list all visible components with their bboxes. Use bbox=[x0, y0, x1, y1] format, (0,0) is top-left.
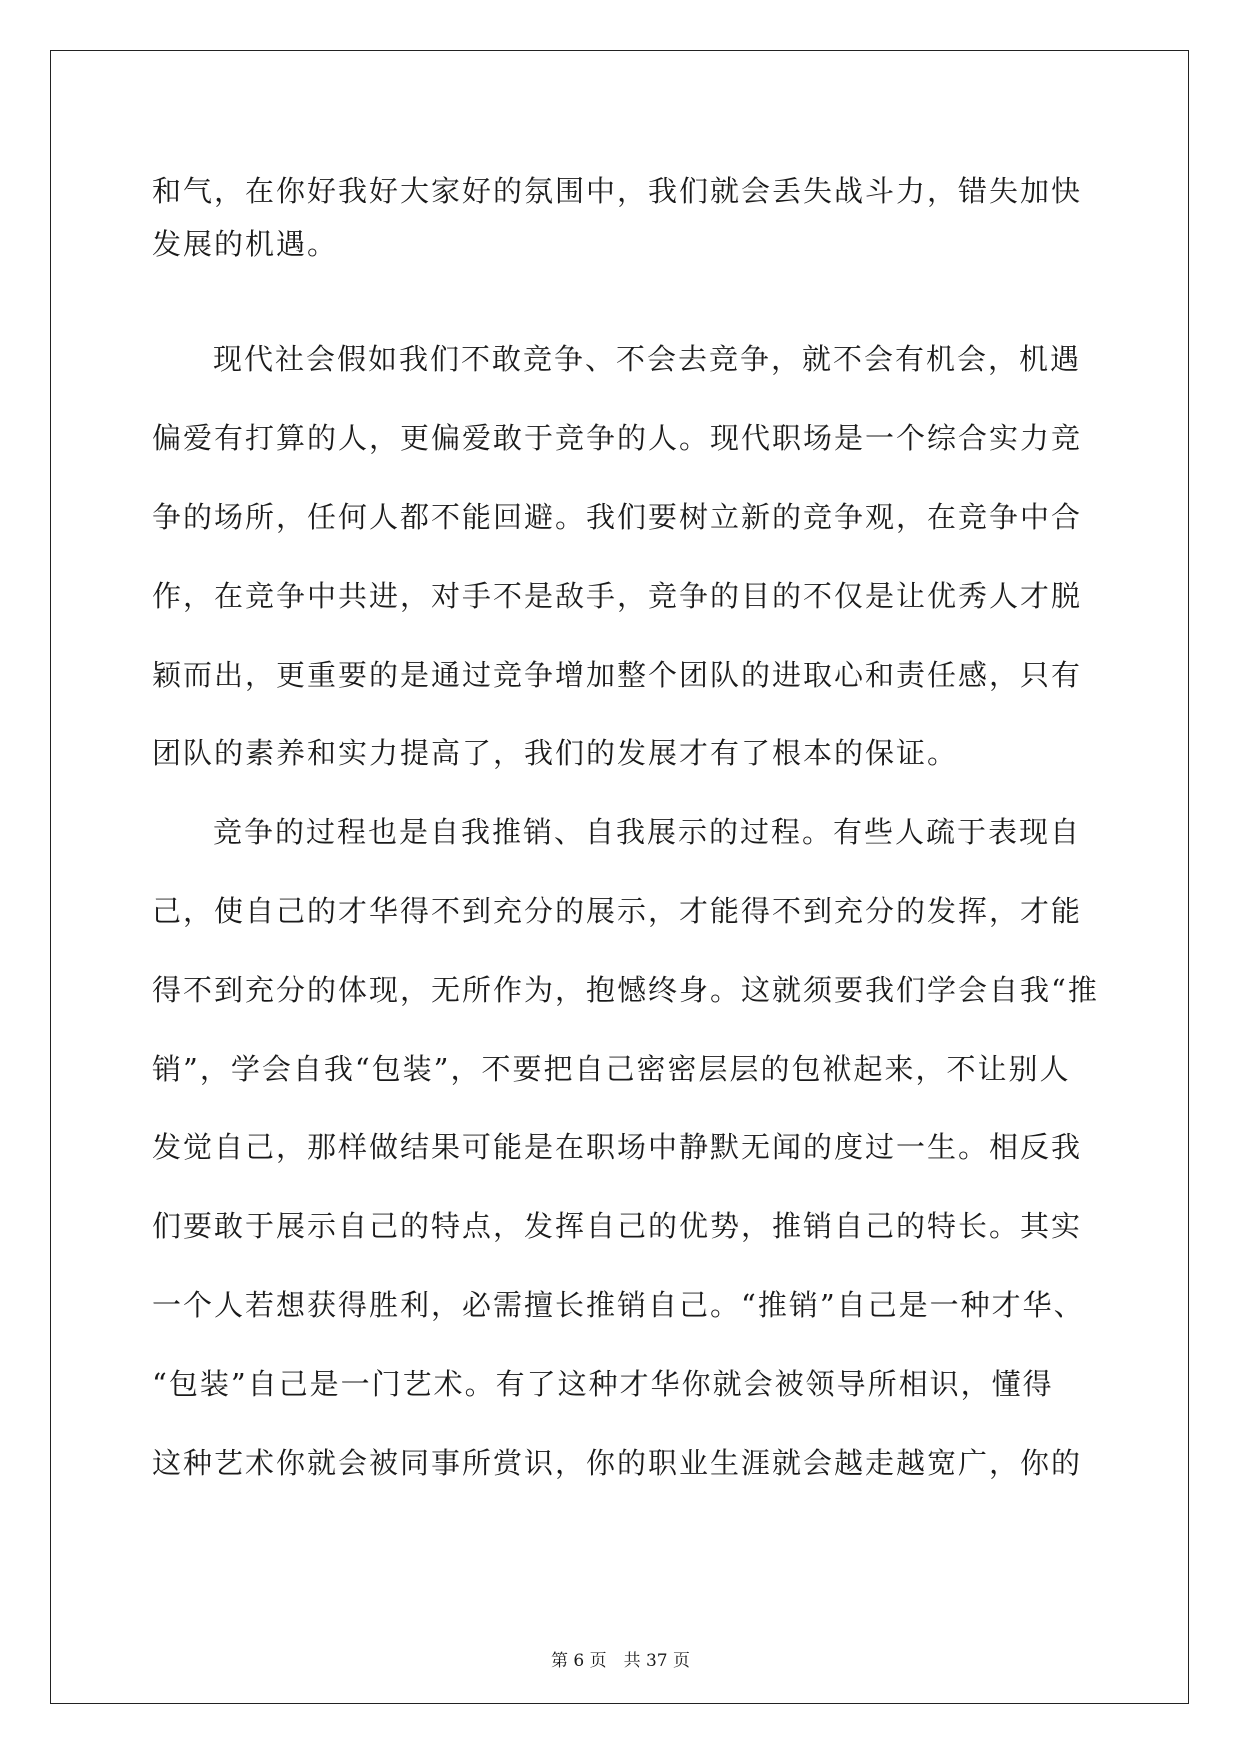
text-line-15: 一个人若想获得胜利，必需擅长推销自己。“推销”自己是一种才华、 bbox=[152, 1288, 1085, 1322]
text-line-1: 和气，在你好我好大家好的氛围中，我们就会丢失战斗力，错失加快 bbox=[152, 174, 1083, 208]
text-line-6: 作，在竞争中共进，对手不是敌手，竞争的目的不仅是让优秀人才脱 bbox=[152, 579, 1083, 613]
text-line-7: 颖而出，更重要的是通过竞争增加整个团队的进取心和责任感，只有 bbox=[152, 658, 1083, 692]
text-line-11: 得不到充分的体现，无所作为，抱憾终身。这就须要我们学会自我“推 bbox=[152, 973, 1099, 1007]
text-line-13: 发觉自己，那样做结果可能是在职场中静默无闻的度过一生。相反我 bbox=[152, 1130, 1083, 1164]
text-line-2: 发展的机遇。 bbox=[152, 227, 339, 261]
text-line-12: 销”，学会自我“包装”，不要把自己密密层层的包袱起来，不让别人 bbox=[152, 1052, 1071, 1086]
text-line-4: 偏爱有打算的人，更偏爱敢于竞争的人。现代职场是一个综合实力竞 bbox=[152, 421, 1083, 455]
text-line-14: 们要敢于展示自己的特点，发挥自己的优势，推销自己的特长。其实 bbox=[152, 1209, 1083, 1243]
text-line-3: 现代社会假如我们不敢竞争、不会去竞争，就不会有机会，机遇 bbox=[213, 342, 1082, 376]
text-line-5: 争的场所，任何人都不能回避。我们要树立新的竞争观，在竞争中合 bbox=[152, 500, 1083, 534]
text-line-10: 己，使自己的才华得不到充分的展示，才能得不到充分的发挥，才能 bbox=[152, 894, 1083, 928]
text-line-16: “包装”自己是一门艺术。有了这种才华你就会被领导所相识，懂得 bbox=[152, 1367, 1054, 1401]
text-line-17: 这种艺术你就会被同事所赏识，你的职业生涯就会越走越宽广，你的 bbox=[152, 1446, 1083, 1480]
page-number-footer: 第 6 页 共 37 页 bbox=[550, 1651, 691, 1671]
text-line-8: 团队的素养和实力提高了，我们的发展才有了根本的保证。 bbox=[152, 736, 959, 770]
text-line-9: 竞争的过程也是自我推销、自我展示的过程。有些人疏于表现自 bbox=[213, 815, 1082, 849]
